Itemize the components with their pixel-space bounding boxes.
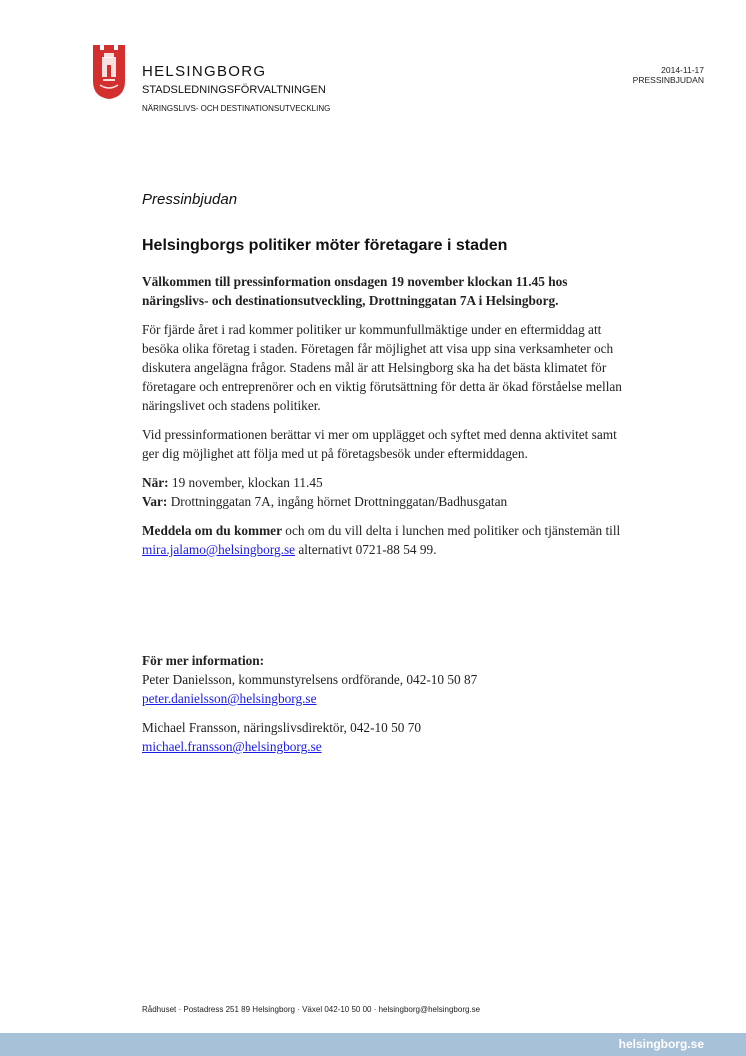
department-name: STADSLEDNINGSFÖRVALTNINGEN	[142, 84, 326, 96]
document-type: PRESSINBJUDAN	[632, 75, 704, 85]
event-details	[142, 473, 622, 511]
body-paragraph: Vid pressinformationen berättar vi mer om upplägget och syftet med denna aktivitet samt ger dig möjlighet att följa med ut på företagsbesök under eftermiddagen.	[142, 427, 617, 461]
when-value: 19 november, klockan 11.45	[168, 475, 323, 490]
org-name: HELSINGBORG	[142, 63, 267, 80]
rsvp-email-link[interactable]: mira.jalamo@helsingborg.se	[142, 542, 296, 557]
footer-bar	[0, 1033, 746, 1056]
footer-website[interactable]: helsingborg.se	[618, 1037, 704, 1051]
contact-line: Peter Danielsson, kommunstyrelsens ordförande, 042-10 50 87	[142, 672, 478, 687]
rsvp-bold: Meddela om du kommer	[142, 523, 282, 538]
rsvp-paragraph	[142, 521, 622, 559]
crest-icon	[92, 45, 126, 99]
page-title: Helsingborgs politiker möter företagare i staden	[142, 237, 508, 254]
rsvp-text: och om du vill delta i lunchen med politiker och tjänstemän till	[281, 523, 621, 538]
contact-email-link[interactable]: michael.fransson@helsingborg.se	[142, 739, 322, 754]
helsingborg-crest-logo	[92, 45, 126, 99]
unit-name: NÄRINGSLIVS- OCH DESTINATIONSUTVECKLING	[142, 104, 331, 113]
contact-heading: För mer information:	[142, 653, 265, 668]
contact-block	[142, 718, 622, 756]
where-value: Drottninggatan 7A, ingång hörnet Drottninggatan/Badhusgatan	[167, 494, 508, 509]
when-label: När:	[142, 475, 169, 490]
document-date: 2014-11-17	[661, 65, 704, 75]
document-meta	[633, 65, 704, 85]
body-paragraph: För fjärde året i rad kommer politiker ur kommunfullmäktige under en eftermiddag att besöka olika företag i staden. Företagen får möjlighet att visa upp sina verksamheter och diskutera angelägna frågor. Stadens mål är att Helsingborg ska ha det bästa klimatet för företagare och entreprenörer och en viktig förutsättning för detta är ökad förståelse mellan näringslivet och stadens politiker.	[142, 322, 622, 413]
contact-block	[142, 651, 622, 708]
rsvp-text-after: alternativt 0721-88 54 99.	[295, 542, 437, 557]
contact-section	[142, 651, 622, 766]
press-body	[142, 272, 622, 569]
contact-line: Michael Fransson, näringslivsdirektör, 042-10 50 70	[142, 720, 422, 735]
footer-address: Rådhuset · Postadress 251 89 Helsingborg · Växel 042-10 50 00 · helsingborg@helsingborg.se	[142, 1005, 481, 1014]
contact-email-link[interactable]: peter.danielsson@helsingborg.se	[142, 691, 317, 706]
kicker: Pressinbjudan	[142, 191, 238, 208]
lead-paragraph: Välkommen till pressinformation onsdagen 19 november klockan 11.45 hos näringslivs- och destinationsutveckling, Drottninggatan 7A i Helsingborg.	[142, 274, 568, 308]
where-label: Var:	[142, 494, 168, 509]
